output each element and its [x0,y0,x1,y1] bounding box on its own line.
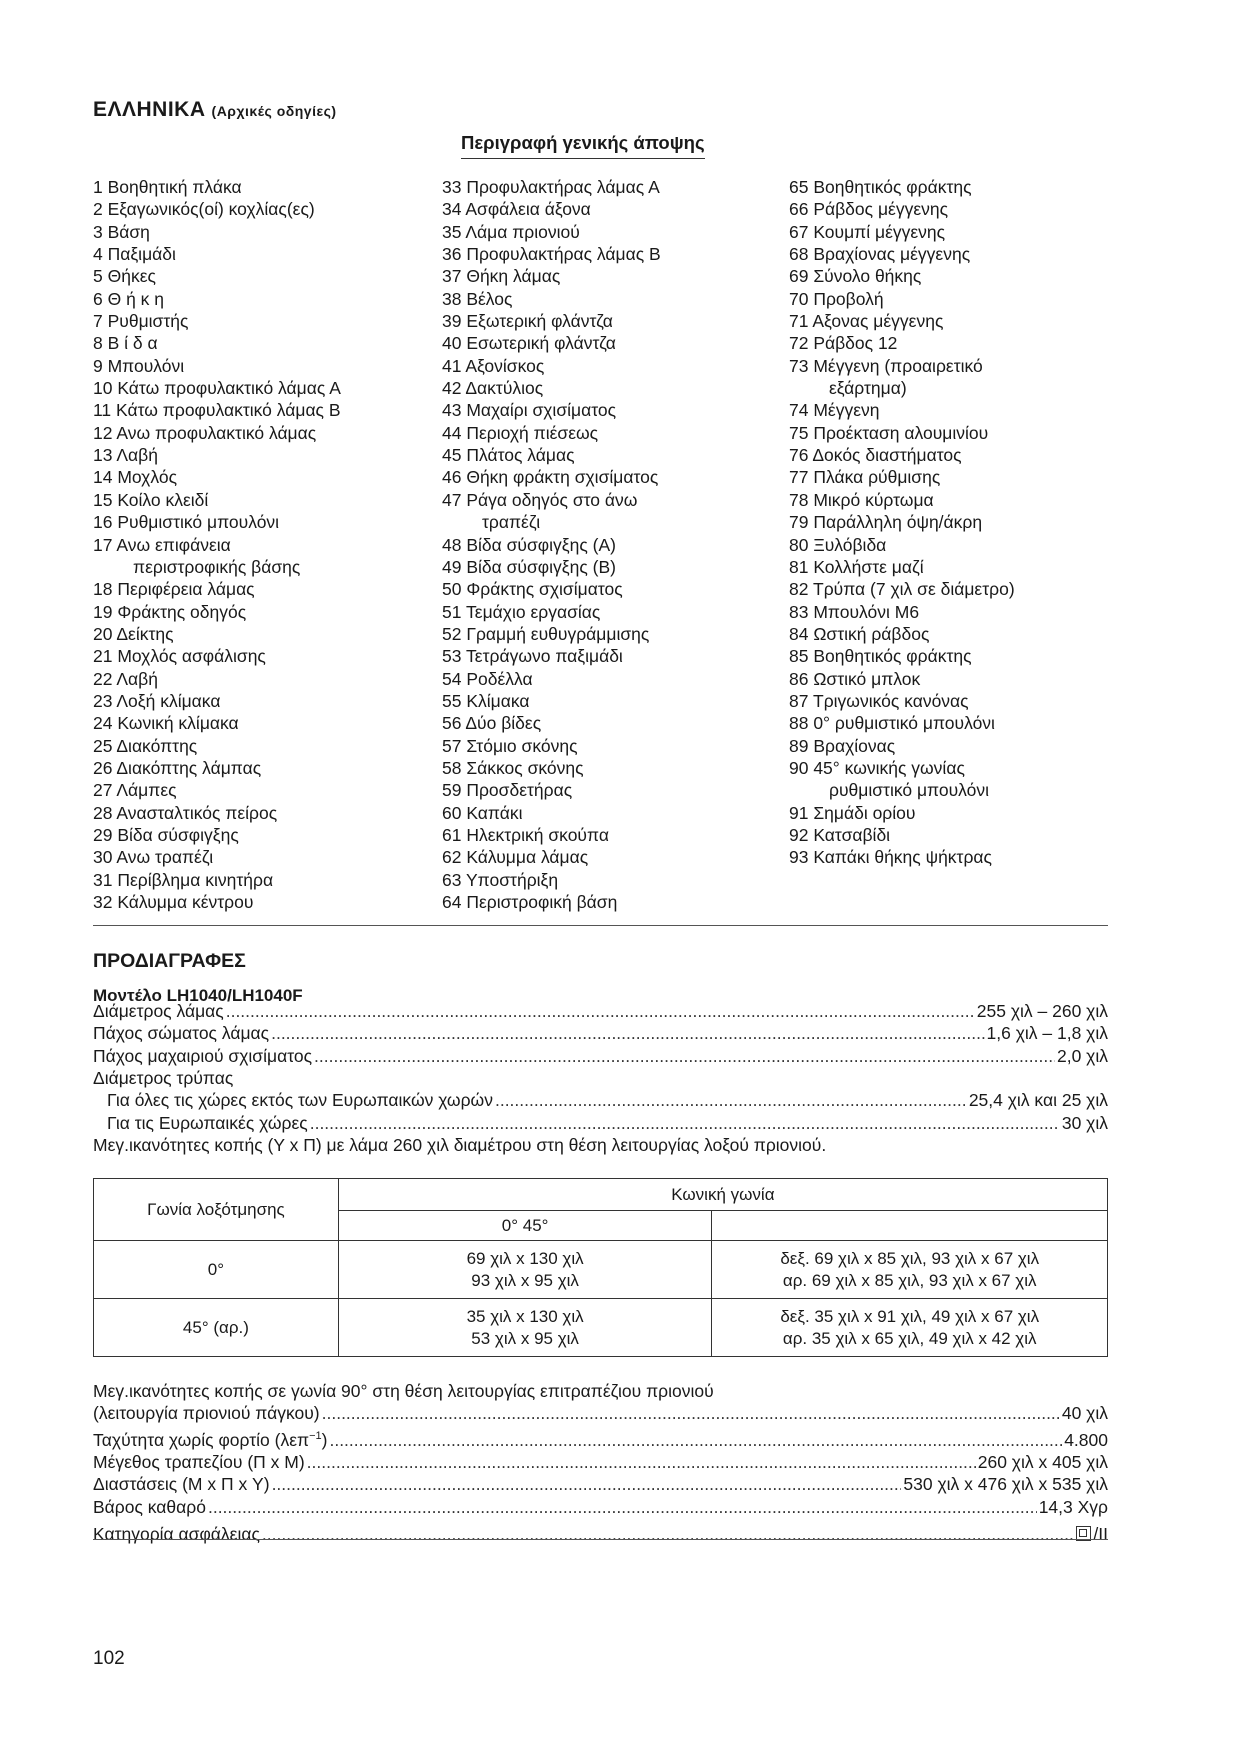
parts-list-item: εξάρτημα) [829,378,907,399]
parts-list-item: 93 Καπάκι θήκης ψήκτρας [789,847,992,868]
spec-label: Πάχος σώματος λάμας [93,1023,270,1044]
parts-list-item: 68 Βραχίονας μέγγενης [789,244,971,265]
parts-list-item: 91 Σημάδι ορίου [789,802,916,823]
miter-angle-header: Κωνική γωνία [338,1179,1107,1211]
parts-list-item: 48 Βίδα σύσφιγξης (Α) [442,534,616,555]
spec-label: Πάχος μαχαιριού σχισίματος [93,1045,313,1066]
speed-label-close: ) [321,1429,328,1450]
parts-list-item: 54 Ροδέλλα [442,668,533,689]
capacity-line: δεξ. 69 χιλ x 85 χιλ, 93 χιλ x 67 χιλ [780,1248,1040,1268]
parts-list-item: ρυθμιστικό μπουλόνι [829,780,990,801]
parts-list-item: 21 Μοχλός ασφάλισης [93,646,266,667]
spec-row-no-load-speed [93,1425,1108,1451]
parts-list-item: 58 Σάκκος σκόνης [442,757,584,778]
parts-list-item: 87 Τριγωνικός κανόνας [789,690,969,711]
capacity-cell [338,1241,712,1299]
divider [93,925,1108,926]
speed-label-exponent: −1 [309,1429,322,1442]
parts-list-item: 36 Προφυλακτήρας λάμας Β [442,244,661,265]
parts-list-item: 80 Ξυλόβιδα [789,534,887,555]
language-title: ΕΛΛΗΝΙΚΑ [93,98,206,121]
spec-label: (λειτουργία πριονιού πάγκου) [93,1403,320,1424]
parts-list-item: 26 Διακόπτης λάμπας [93,757,262,778]
parts-list-item: 51 Τεμάχιο εργασίας [442,601,601,622]
parts-list-item: 50 Φράκτης σχισίματος [442,579,623,600]
capacity-line: 53 χιλ x 95 χιλ [471,1328,579,1348]
page-number: 102 [93,1648,125,1669]
spec-block-top [93,1000,1108,1156]
parts-list-item: 16 Ρυθμιστικό μπουλόνι [93,512,280,533]
capacity-cell [712,1241,1108,1299]
divider [93,1539,1108,1540]
parts-list-item: 17 Ανω επιφάνεια [93,534,231,555]
parts-list-item: 7 Ρυθμιστής [93,311,189,332]
parts-list-item: 82 Τρύπα (7 χιλ σε διάμετρο) [789,579,1015,600]
parts-list-item: 88 0° ρυθμιστικό μπουλόνι [789,713,995,734]
parts-list-item: 39 Εξωτερική φλάντζα [442,311,613,332]
parts-list-item: 74 Μέγγενη [789,400,880,421]
language-note: (Αρχικές οδηγίες) [211,103,337,119]
table-row [94,1299,1108,1357]
parts-list-item: 72 Ράβδος 12 [789,333,898,354]
speed-label-text: Ταχύτητα χωρίς φορτίο (λεπ [93,1429,310,1450]
parts-list-item: 37 Θήκη λάμας [442,266,561,287]
capacity-line: δεξ. 35 χιλ x 91 χιλ, 49 χιλ x 67 χιλ [780,1306,1040,1326]
parts-list-item: 62 Κάλυμμα λάμας [442,847,589,868]
capacity-line: 93 χιλ x 95 χιλ [471,1270,579,1290]
spec-value [1076,1523,1108,1545]
table-saw-note: Μεγ.ικανότητες κοπής σε γωνία 90° στη θέση λειτουργίας επιτραπέζιου πριονιού [93,1381,714,1401]
parts-list-item: 84 Ωστική ράβδος [789,623,930,644]
parts-list-item: 1 Βοηθητική πλάκα [93,177,242,197]
parts-list-item: 47 Ράγα οδηγός στο άνω [442,489,638,510]
parts-list-item: 19 Φράκτης οδηγός [93,601,247,622]
parts-list-item: 81 Κολλήστε μαζί [789,556,924,577]
parts-list-column-1 [93,176,341,913]
parts-list-item: 13 Λαβή [93,445,158,466]
spec-row-dimensions [93,1473,1108,1495]
spec-value: 255 χιλ – 260 χιλ [976,1001,1108,1021]
spec-value: 14,3 Χγρ [1038,1496,1108,1517]
capacity-cell [712,1299,1108,1357]
capacity-line: αρ. 69 χιλ x 85 χιλ, 93 χιλ x 67 χιλ [782,1270,1037,1290]
parts-list-item: 28 Ανασταλτικός πείρος [93,802,278,823]
parts-list-item: 35 Λάμα πριονιού [442,221,580,242]
parts-list-item: 15 Κοίλο κλειδί [93,489,209,510]
specifications-title: ΠΡΟΔΙΑΓΡΑΦΕΣ [93,950,246,972]
parts-list-item: 56 Δύο βίδες [442,713,542,734]
spec-label: Για όλες τις χώρες εκτός των Ευρωπαικών χωρών [107,1090,493,1111]
parts-list-item: 10 Κάτω προφυλακτικό λάμας Α [93,378,341,399]
model-name: Μοντέλο LH1040/LH1040F [93,986,303,1005]
spec-label: Βάρος καθαρό [93,1496,206,1517]
parts-list-item: 45 Πλάτος λάμας [442,445,575,466]
capacity-line: 69 χιλ x 130 χιλ [466,1248,584,1268]
language-heading [93,98,337,122]
parts-list-item: 44 Περιοχή πιέσεως [442,422,599,443]
miter-subheader-empty [712,1211,1108,1241]
parts-list-item: 8 Β ί δ α [93,333,158,354]
parts-list-item: 31 Περίβλημα κινητήρα [93,869,274,890]
spec-row-riving-knife [93,1045,1108,1067]
spec-value: 30 χιλ [1061,1112,1108,1133]
parts-list-item: 65 Βοηθητικός φράκτης [789,177,972,197]
parts-list-item: 22 Λαβή [93,668,158,689]
parts-list-item: 2 Εξαγωνικός(οί) κοχλίας(ες) [93,199,315,220]
parts-list-item: 61 Ηλεκτρική σκούπα [442,824,609,845]
parts-list-item: 59 Προσδετήρας [442,780,573,801]
parts-list-item: 42 Δακτύλιος [442,378,544,399]
bevel-value: 0° [94,1241,339,1299]
parts-list-item: 83 Μπουλόνι Μ6 [789,601,920,622]
parts-list-item: 79 Παράλληλη όψη/άκρη [789,512,983,533]
parts-list-column-2 [442,176,661,913]
parts-list-item: 69 Σύνολο θήκης [789,266,922,287]
parts-list-item: 66 Ράβδος μέγγενης [789,199,949,220]
parts-list-item: 18 Περιφέρεια λάμας [93,579,255,600]
parts-list-item: 14 Μοχλός [93,467,178,488]
spec-row-hole-non-eu [93,1089,1108,1111]
parts-list-item: 75 Προέκταση αλουμινίου [789,422,989,443]
capacity-note: Μεγ.ικανότητες κοπής (Υ x Π) με λάμα 260 χιλ διαμέτρου στη θέση λειτουργίας λοξού πριονιού. [93,1135,827,1156]
parts-list-item: 5 Θήκες [93,266,156,287]
parts-list-item: 41 Αξονίσκος [442,355,545,376]
parts-list-item: 57 Στόμιο σκόνης [442,735,578,756]
parts-list-item: περιστροφικής βάσης [133,556,301,577]
parts-list-item: 70 Προβολή [789,288,884,309]
spec-value: 1,6 χιλ – 1,8 χιλ [986,1023,1108,1044]
parts-list-item: 86 Ωστικό μπλοκ [789,668,921,689]
spec-value: 2,0 χιλ [1056,1045,1108,1066]
parts-list-item: 71 Αξονας μέγγενης [789,311,944,332]
parts-list-item: 49 Βίδα σύσφιγξης (Β) [442,556,616,577]
parts-list-item: τραπέζι [482,512,541,533]
spec-row-bench-mode [93,1402,1108,1424]
parts-list-item: 34 Ασφάλεια άξονα [442,199,591,220]
bevel-angle-header: Γωνία λοξότμησης [94,1179,339,1241]
parts-list-item: 90 45° κωνικής γωνίας [789,757,965,778]
spec-value: 25,4 χιλ και 25 χιλ [968,1090,1108,1111]
capacity-line: αρ. 35 χιλ x 65 χιλ, 49 χιλ x 42 χιλ [782,1328,1037,1348]
parts-list-item: 6 Θ ή κ η [93,288,165,309]
spec-row-safety-class [93,1523,1108,1545]
parts-list-item: 43 Μαχαίρι σχισίματος [442,400,617,421]
parts-list-item: 92 Κατσαβίδι [789,824,891,845]
safety-class-value: /II [1093,1523,1108,1544]
parts-list-item: 64 Περιστροφική βάση [442,892,618,912]
parts-list-item: 12 Ανω προφυλακτικό λάμας [93,422,317,443]
spec-label: Μέγεθος τραπεζίου (Π x Μ) [93,1451,305,1472]
spec-label: Για τις Ευρωπαικές χώρες [107,1112,308,1133]
parts-list-item: 25 Διακόπτης [93,735,198,756]
parts-list-item: 20 Δείκτης [93,623,174,644]
spec-label: Διάμετρος λάμας [93,1001,224,1021]
spec-value: 260 χιλ x 405 χιλ [977,1451,1108,1472]
parts-list-item: 27 Λάμπες [93,780,177,801]
spec-label: Κατηγορία ασφάλειας [93,1523,260,1544]
spec-label [93,1425,327,1451]
spec-value: 40 χιλ [1061,1403,1108,1424]
spec-hole-diameter-label: Διάμετρος τρύπας [93,1068,234,1089]
miter-subheader: 0° 45° [338,1211,712,1241]
parts-list-item: 29 Βίδα σύσφιγξης [93,824,239,845]
parts-list-item: 77 Πλάκα ρύθμισης [789,467,941,488]
spec-row-blade-body [93,1022,1108,1044]
section-title: Περιγραφή γενικής άποψης [461,132,705,159]
parts-list-item: 85 Βοηθητικός φράκτης [789,646,972,667]
parts-list-item: 33 Προφυλακτήρας λάμας Α [442,177,660,197]
parts-list-item: 38 Βέλος [442,288,513,309]
parts-list-item: 3 Βάση [93,221,150,242]
parts-list-item: 53 Τετράγωνο παξιμάδι [442,646,623,667]
spec-row-blade-diameter [93,1000,1108,1022]
spec-label: Διαστάσεις (Μ x Π x Υ) [93,1474,270,1495]
parts-list-item: 11 Κάτω προφυλακτικό λάμας Β [93,400,341,421]
capacity-cell [338,1299,712,1357]
spec-row-net-weight [93,1496,1108,1518]
parts-list-item: 32 Κάλυμμα κέντρου [93,892,254,912]
parts-list-item: 9 Μπουλόνι [93,355,185,376]
parts-list-item: 30 Ανω τραπέζι [93,847,214,868]
cutting-capacity-table [93,1178,1108,1357]
parts-list-item: 40 Εσωτερική φλάντζα [442,333,616,354]
parts-list-item: 89 Βραχίονας [789,735,896,756]
parts-list-item: 46 Θήκη φράκτη σχισίματος [442,467,659,488]
parts-list-item: 73 Μέγγενη (προαιρετικό [789,355,983,376]
spec-row-table-size [93,1451,1108,1473]
parts-list-item: 60 Καπάκι [442,802,523,823]
parts-list-item: 55 Κλίμακα [442,690,530,711]
parts-list-item: 63 Υποστήριξη [442,869,559,890]
parts-list-item: 4 Παξιμάδι [93,244,176,265]
capacity-line: 35 χιλ x 130 χιλ [466,1306,584,1326]
parts-list-column-3 [789,176,1015,869]
table-row [94,1241,1108,1299]
spec-block-bottom [93,1380,1108,1545]
spec-value: 530 χιλ x 476 χιλ x 535 χιλ [903,1474,1108,1495]
spec-row-hole-eu [93,1112,1108,1134]
parts-list-item: 24 Κωνική κλίμακα [93,713,239,734]
parts-list-item: 78 Μικρό κύρτωμα [789,489,934,510]
parts-list-item: 52 Γραμμή ευθυγράμμισης [442,623,650,644]
bevel-value: 45° (αρ.) [94,1299,339,1357]
spec-value: 4.800 [1064,1429,1108,1450]
parts-list-item: 23 Λοξή κλίμακα [93,690,221,711]
parts-list-item: 76 Δοκός διαστήματος [789,445,962,466]
parts-list-item: 67 Κουμπί μέγγενης [789,221,946,242]
